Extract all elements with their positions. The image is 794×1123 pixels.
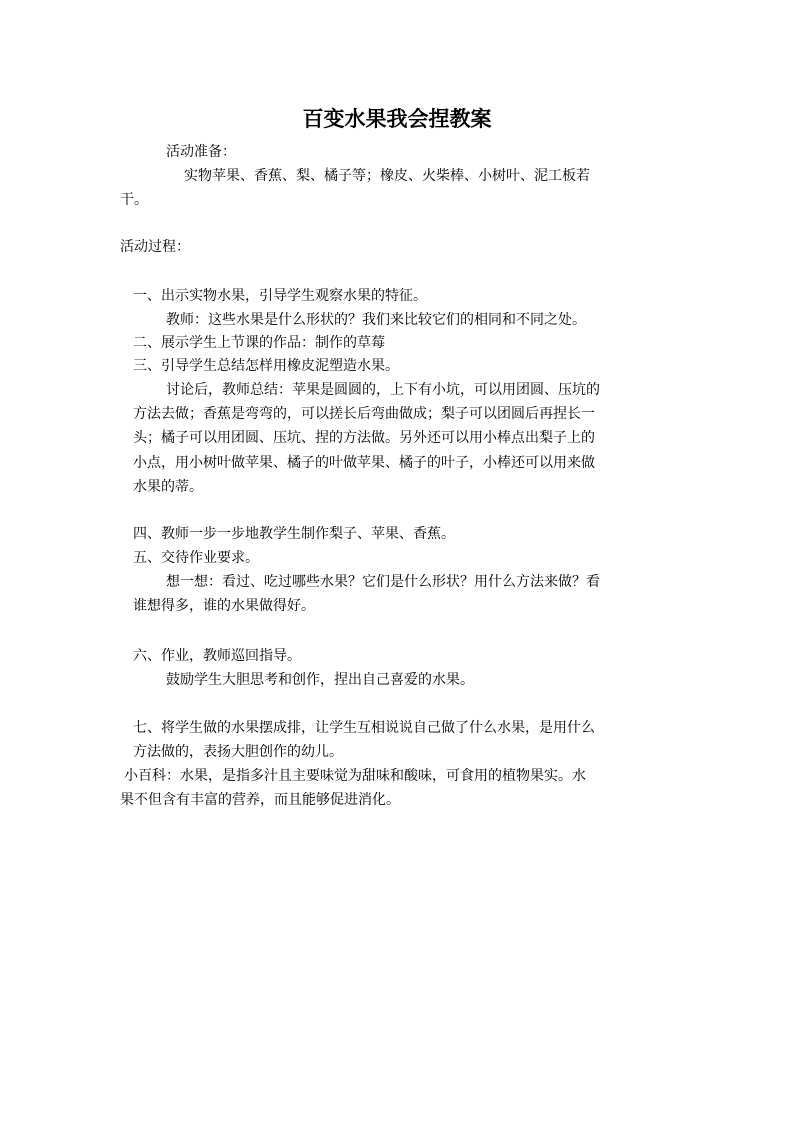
step-4: 四、教师一步一步地教学生制作梨子、苹果、香蕉。 xyxy=(133,526,455,542)
encyclopedia-line-2: 果不但含有丰富的营养，而且能够促进消化。 xyxy=(120,792,400,808)
step-3-para-5: 水果的蒂。 xyxy=(133,479,203,495)
step-1-teacher: 教师：这些水果是什么形状的？我们来比较它们的相同和不同之处。 xyxy=(166,312,586,328)
prep-line-1: 实物苹果、香蕉、梨、橘子等；橡皮、火柴棒、小树叶、泥工板若 xyxy=(184,168,590,184)
step-3-para-1: 讨论后，教师总结：苹果是圆圆的，上下有小坑，可以用团圆、压坑的 xyxy=(166,382,600,398)
step-5: 五、交待作业要求。 xyxy=(133,550,259,566)
step-5-para-2: 谁想得多，谁的水果做得好。 xyxy=(133,598,315,614)
step-3-para-4: 小点，用小树叶做苹果、橘子的叶做苹果、橘子的叶子，小棒还可以用来做 xyxy=(133,455,595,471)
step-7-line-2: 方法做的，表扬大胆创作的幼儿。 xyxy=(133,744,343,760)
step-7-line-1: 七、将学生做的水果摆成排，让学生互相说说自己做了什么水果，是用什么 xyxy=(133,720,595,736)
prep-heading: 活动准备： xyxy=(166,144,236,160)
process-heading: 活动过程： xyxy=(120,239,190,255)
step-2: 二、展示学生上节课的作品：制作的草莓 xyxy=(133,335,385,351)
step-3: 三、引导学生总结怎样用橡皮泥塑造水果。 xyxy=(133,358,399,374)
step-1: 一、出示实物水果，引导学生观察水果的特征。 xyxy=(133,288,427,304)
step-3-para-2: 方法去做；香蕉是弯弯的，可以搓长后弯曲做成；梨子可以团圆后再捏长一 xyxy=(133,406,595,422)
step-5-para-1: 想一想：看过、吃过哪些水果？它们是什么形状？用什么方法来做？看 xyxy=(166,574,600,590)
step-3-para-3: 头；橘子可以用团圆、压坑、捏的方法做。另外还可以用小棒点出梨子上的 xyxy=(133,430,595,446)
prep-line-2: 干。 xyxy=(120,192,148,208)
step-6-para-1: 鼓励学生大胆思考和创作，捏出自己喜爱的水果。 xyxy=(166,672,474,688)
document-title: 百变水果我会捏教案 xyxy=(302,106,492,131)
step-6: 六、作业，教师巡回指导。 xyxy=(133,648,301,664)
encyclopedia-line-1: 小百科：水果，是指多汁且主要味觉为甜味和酸味，可食用的植物果实。水 xyxy=(124,768,586,784)
